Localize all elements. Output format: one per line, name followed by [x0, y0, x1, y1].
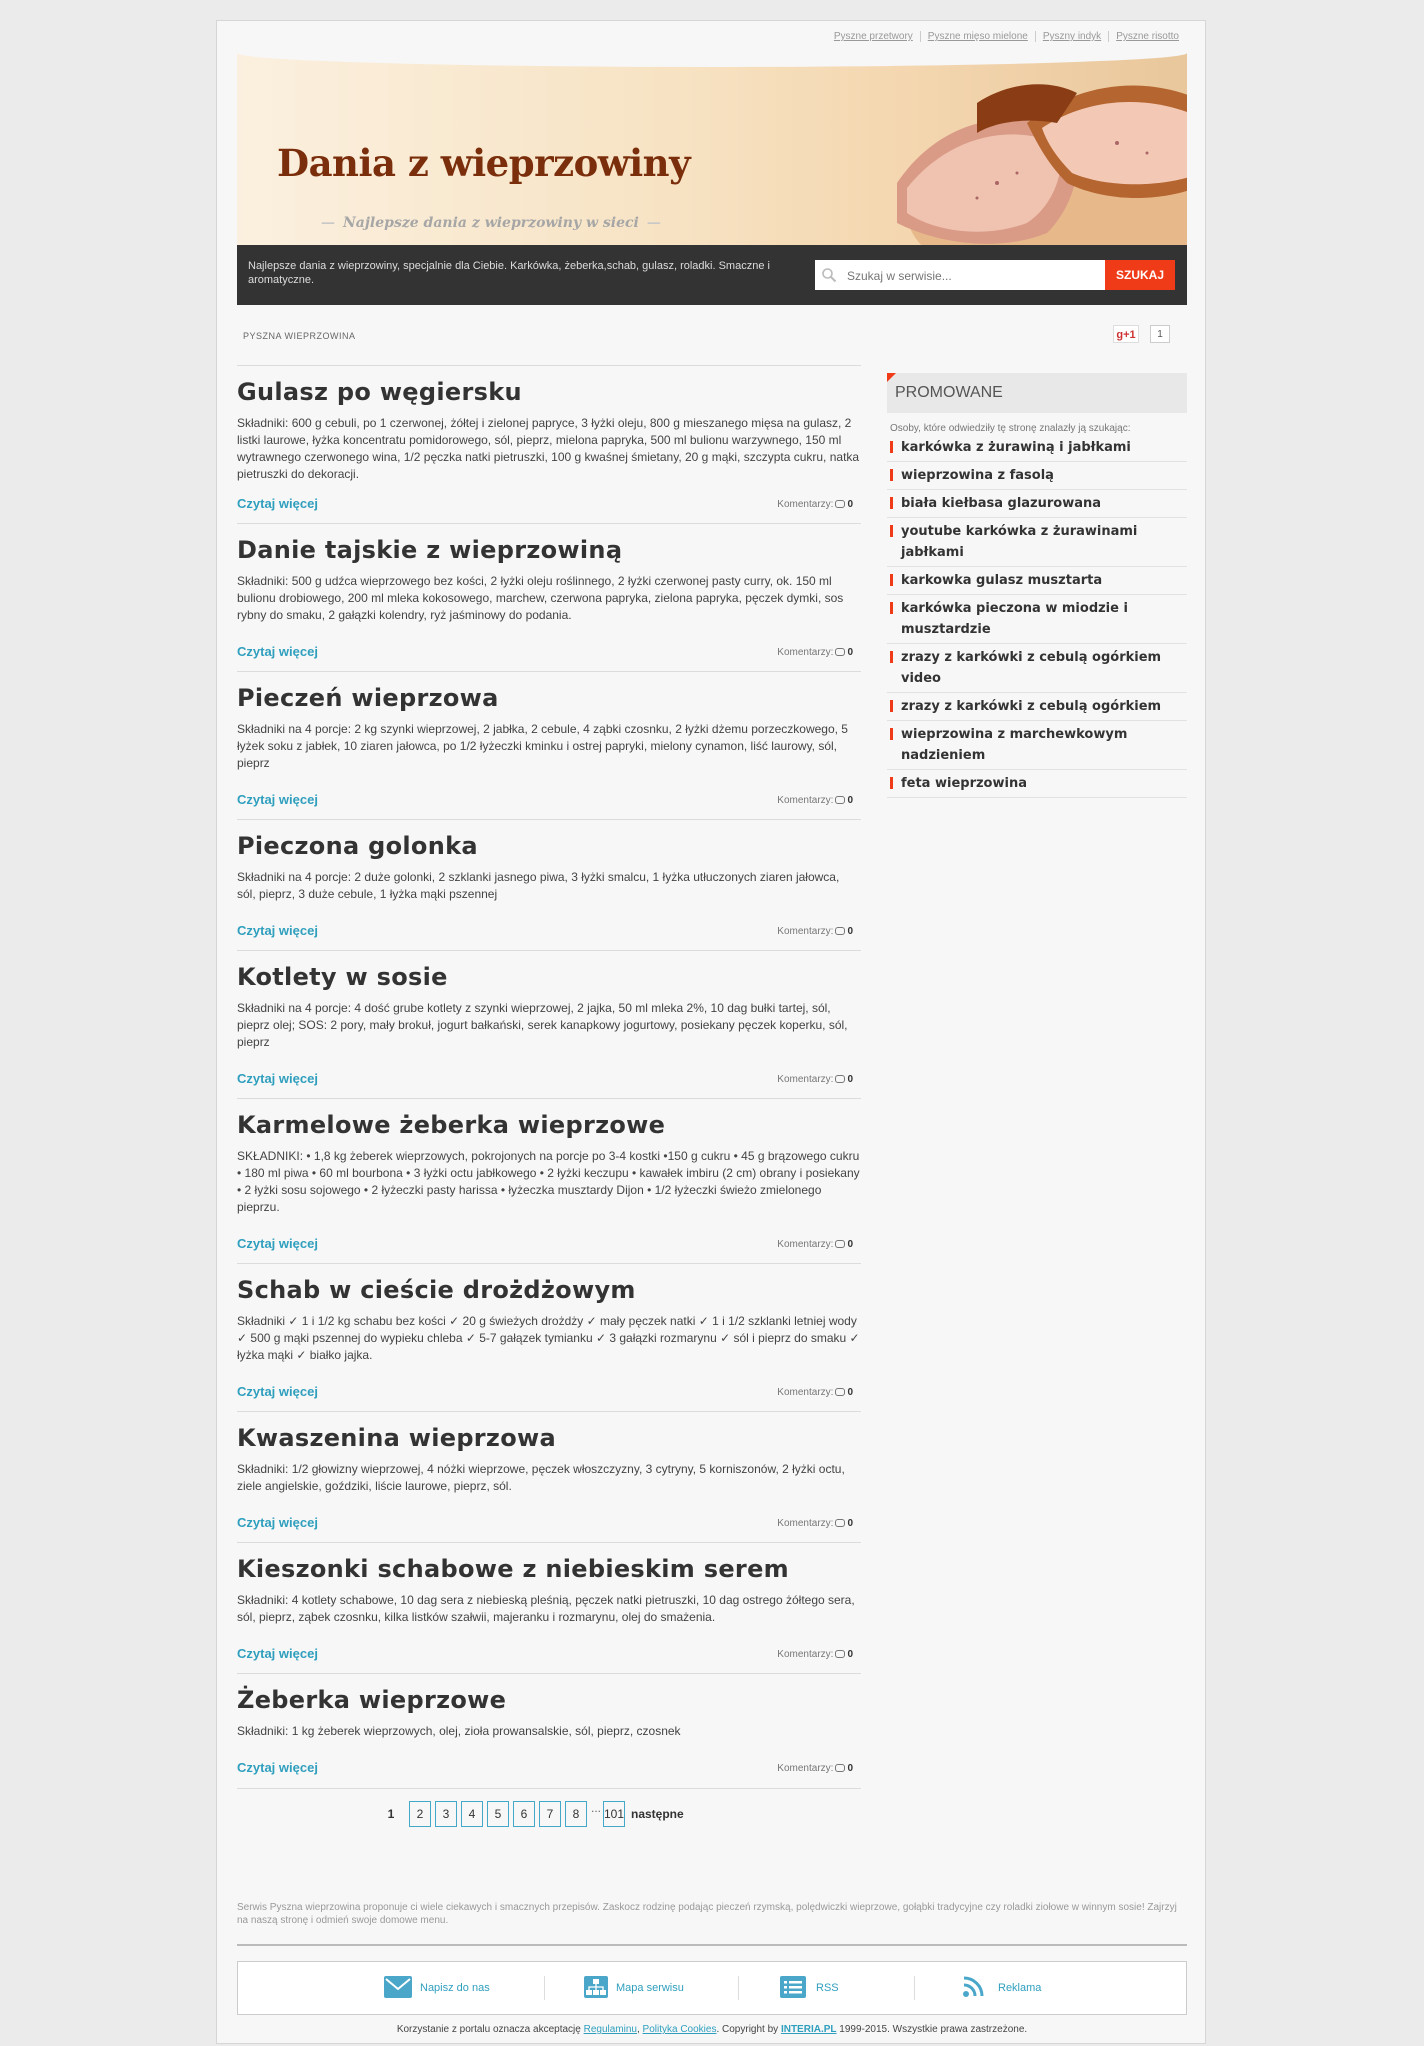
header-bar — [237, 245, 1187, 305]
promoted-link[interactable]: biała kiełbasa glazurowana — [901, 496, 1102, 511]
comment-icon — [835, 648, 845, 656]
post-title[interactable]: Pieczeń wieprzowa — [237, 684, 499, 712]
post — [237, 365, 861, 524]
promoted-list — [887, 434, 1187, 798]
comments-number: 0 — [847, 647, 853, 658]
promoted-item — [887, 434, 1187, 462]
read-more-link[interactable]: Czytaj więcej — [237, 1515, 318, 1530]
post — [237, 523, 861, 672]
comments-count[interactable] — [777, 795, 853, 806]
promoted-item — [887, 693, 1187, 721]
footer-links — [237, 1961, 1187, 2015]
comment-icon — [835, 1764, 845, 1772]
post — [237, 1098, 861, 1264]
promoted-item — [887, 490, 1187, 518]
google-plus-count: 1 — [1150, 325, 1170, 343]
read-more-link[interactable]: Czytaj więcej — [237, 644, 318, 659]
comment-icon — [835, 1519, 845, 1527]
post-title[interactable]: Karmelowe żeberka wieprzowe — [237, 1111, 666, 1139]
post — [237, 1263, 861, 1412]
page-link[interactable]: 5 — [487, 1801, 509, 1827]
comments-count[interactable] — [777, 1518, 853, 1529]
comments-count[interactable] — [777, 926, 853, 937]
comments-count[interactable] — [777, 1387, 853, 1398]
roast-pork-image — [877, 63, 1187, 263]
search-button[interactable]: SZUKAJ — [1105, 260, 1175, 290]
promoted-link[interactable]: karkowka gulasz musztarta — [901, 573, 1103, 588]
search-icon — [821, 267, 837, 283]
page-link[interactable]: 8 — [565, 1801, 587, 1827]
page — [216, 20, 1206, 2044]
comment-icon — [835, 1075, 845, 1083]
read-more-link[interactable]: Czytaj więcej — [237, 1384, 318, 1399]
comments-number: 0 — [847, 795, 853, 806]
comments-count[interactable] — [777, 1239, 853, 1250]
promoted-item — [887, 644, 1187, 693]
comments-number: 0 — [847, 499, 853, 510]
site-description: Najlepsze dania z wieprzowiny, specjalnie dla Ciebie. Karkówka, żeberka,schab, gulasz, roladki. Smaczne i aromatyczne. — [248, 260, 770, 286]
post-excerpt: Składniki ✓ 1 i 1/2 kg schabu bez kości ✓ 20 g świeżych drożdży ✓ mały pęczek natki ✓ 1 i 1/2 szklanki letniej wody ✓ 500 g mąki pszennej do wypieku chleba ✓ 5-7 gałązek tymianku ✓ 3 gałązki rozmarynu ✓ sól i pieprz do smaku ✓ łyżka mąki ✓ białko jajka. — [237, 1314, 860, 1362]
promoted-link[interactable]: wieprzowina z marchewkowym nadzieniem — [901, 727, 1128, 763]
search-box — [815, 260, 1105, 290]
comments-label: Komentarzy: — [777, 1518, 834, 1529]
post-excerpt: SKŁADNIKI: • 1,8 kg żeberek wieprzowych, pokrojonych na porcje po 3-4 kostki •150 g cukru • 45 g brązowego cukru • 180 ml piwa • 60 ml bourbona • 3 łyżki octu jabłkowego • 2 łyżki keczupu • kawałek imbiru (2 cm) obrany i posiekany • 2 łyżki sosu sojowego • 2 łyżeczki pasty harissa • łyżeczka musztardy Dijon • 1/2 łyżeczki świeżo zmielonego pieprzu. — [237, 1149, 860, 1214]
comments-number: 0 — [847, 1074, 853, 1085]
post — [237, 1542, 861, 1674]
comments-count[interactable] — [777, 1649, 853, 1660]
comment-icon — [835, 927, 845, 935]
legal-notice: Korzystanie z portalu oznacza akceptację Regulaminu, Polityka Cookies. Copyright by INTERIA.PL 1999-2015. Wszystkie prawa zastrzeżone. — [396, 2024, 1028, 2035]
rss-link-label: RSS — [816, 1982, 839, 1994]
envelope-icon — [384, 1976, 412, 1998]
legal-prefix: Korzystanie z portalu oznacza akceptację — [396, 2024, 581, 2035]
comments-number: 0 — [847, 926, 853, 937]
comments-number: 0 — [847, 1387, 853, 1398]
post-title[interactable]: Pieczona golonka — [237, 832, 478, 860]
comments-count[interactable] — [777, 647, 853, 658]
promoted-link[interactable]: karkówka pieczona w miodzie i musztardzie — [901, 601, 1128, 637]
contact-link[interactable] — [384, 1962, 490, 2014]
legal-suffix: 1999-2015. Wszystkie prawa zastrzeżone. — [839, 2024, 1028, 2035]
promoted-link[interactable]: youtube karkówka z żurawinami jabłkami — [901, 524, 1138, 560]
post-excerpt: Składniki na 4 porcje: 2 duże golonki, 2 szklanki jasnego piwa, 3 łyżki smalcu, 1 łyżka utłuczonych ziaren jałowca, sól, pieprz, 3 duże cebule, 1 łyżka mąki pszennej — [237, 870, 840, 901]
post-title[interactable]: Kotlety w sosie — [237, 963, 448, 991]
promoted-item — [887, 518, 1187, 567]
page-link[interactable]: 6 — [513, 1801, 535, 1827]
footer-divider — [237, 1944, 1187, 1946]
footer-separator — [914, 1976, 915, 2000]
post — [237, 950, 861, 1099]
post-excerpt: Składniki: 4 kotlety schabowe, 10 dag sera z niebieską pleśnią, pęczek natki pietruszki, 10 dag ostrego żółtego sera, sól, pieprz, ząbek czosnku, kilka listków szałwii, majeranku i rozmarynu, olej do smażenia. — [237, 1593, 855, 1624]
comments-count[interactable] — [777, 499, 853, 510]
search-input[interactable] — [845, 265, 1099, 287]
comments-label: Komentarzy: — [777, 926, 834, 937]
post-excerpt: Składniki na 4 porcje: 4 dość grube kotlety z szynki wieprzowej, 2 jajka, 50 ml mleka 2%, 10 dag bułki tartej, sól, pieprz olej; SOS: 2 pory, mały brokuł, jogurt bałkański, serek kanapkowy jogurtowy, posiekany pęczek koperku, sól, pieprz — [237, 1001, 848, 1049]
post — [237, 819, 861, 951]
post-excerpt: Składniki: 600 g cebuli, po 1 czerwonej, żółtej i zielonej papryce, 3 łyżki oleju, 800 g mieszanego mięsa na gulasz, 2 listki laurowe, łyżka koncentratu pomidorowego, sól, pieprz, mielona papryka, 500 ml bulionu warzywnego, 150 ml wytrawnego czerwonego wina, 1/2 pęczka natki pietruszki, 100 g kwaśnej śmietany, 20 g mąki, szczypta cukru, natka pietruszki do dekoracji. — [237, 416, 860, 481]
comments-label: Komentarzy: — [777, 647, 834, 658]
post — [237, 1673, 861, 1789]
comments-number: 0 — [847, 1763, 853, 1774]
comments-number: 0 — [847, 1649, 853, 1660]
comment-icon — [835, 500, 845, 508]
header-banner — [237, 53, 1187, 263]
page-ellipsis: ... — [591, 1801, 602, 1815]
promoted-link[interactable]: feta wieprzowina — [901, 776, 1027, 791]
regulations-link[interactable]: Regulaminu — [583, 2024, 637, 2035]
comments-number: 0 — [847, 1239, 853, 1250]
rss-icon — [962, 1976, 986, 1998]
page-link[interactable]: 3 — [435, 1801, 457, 1827]
comments-label: Komentarzy: — [777, 795, 834, 806]
footer-separator — [544, 1976, 545, 2000]
page-link[interactable]: 2 — [409, 1801, 431, 1827]
footer-separator — [738, 1976, 739, 2000]
post-excerpt: Składniki na 4 porcje: 2 kg szynki wieprzowej, 2 jabłka, 2 cebule, 4 ząbki czosnku, 2 łyżki dżemu porzeczkowego, 5 łyżek soku z jabłek, 10 ziaren jałowca, po 1/2 łyżeczki kminku i ostrej papryki, mielony cynamon, liść laurowy, sól, pieprz — [237, 722, 848, 770]
promoted-link[interactable]: zrazy z karkówki z cebulą ogórkiem video — [901, 650, 1162, 686]
post-title[interactable]: Kieszonki schabowe z niebieskim serem — [237, 1555, 789, 1583]
contact-link-label: Napisz do nas — [420, 1982, 490, 1994]
page-link-last[interactable]: 101 — [603, 1801, 625, 1827]
promoted-item — [887, 595, 1187, 644]
read-more-link[interactable]: Czytaj więcej — [237, 1760, 318, 1775]
promoted-item — [887, 567, 1187, 595]
ads-link-label: Reklama — [998, 1982, 1042, 1994]
sidebar-note: Osoby, które odwiedziły tę stronę znalazły ją szukając: — [890, 423, 1131, 434]
ads-link[interactable] — [962, 1962, 1041, 2014]
google-plus-button[interactable]: g+1 — [1113, 325, 1139, 343]
site-subtitle: — Najlepsze dania z wieprzowiny w sieci — — [313, 215, 669, 231]
post-excerpt: Składniki: 500 g udźca wieprzowego bez kości, 2 łyżki oleju roślinnego, 2 łyżki czerwonej pasty curry, ok. 150 ml bulionu drobiowego, 200 ml mleka kokosowego, marchew, czerwona papryka, zielona papryka, pęczek dymki, sos rybny do smaku, 2 gałązki kolendry, ryż jaśminowy do podania. — [237, 574, 844, 622]
breadcrumb[interactable]: PYSZNA WIEPRZOWINA — [243, 331, 356, 341]
page-link[interactable]: 4 — [461, 1801, 483, 1827]
read-more-link[interactable]: Czytaj więcej — [237, 1646, 318, 1661]
top-link-mieso-mielone[interactable]: Pyszne mięso mielone — [920, 31, 1035, 42]
page-current: 1 — [387, 1807, 395, 1821]
comments-label: Komentarzy: — [777, 1074, 834, 1085]
post-title[interactable]: Schab w cieście drożdżowym — [237, 1276, 636, 1304]
promoted-link[interactable]: zrazy z karkówki z cebulą ogórkiem — [901, 699, 1162, 714]
comment-icon — [835, 796, 845, 804]
post-title[interactable]: Żeberka wieprzowe — [237, 1686, 507, 1714]
read-more-link[interactable]: Czytaj więcej — [237, 923, 318, 938]
sitemap-icon — [584, 1976, 608, 1998]
top-link-risotto[interactable]: Pyszne risotto — [1108, 31, 1186, 42]
post — [237, 1411, 861, 1543]
post-excerpt: Składniki: 1 kg żeberek wieprzowych, olej, zioła prowansalskie, sól, pieprz, czosnek — [237, 1724, 681, 1738]
comments-count[interactable] — [777, 1074, 853, 1085]
post-title[interactable]: Gulasz po węgiersku — [237, 378, 522, 406]
top-links — [827, 31, 1186, 42]
comments-label: Komentarzy: — [777, 1763, 834, 1774]
page-link[interactable]: 7 — [539, 1801, 561, 1827]
promoted-item — [887, 770, 1187, 798]
comments-label: Komentarzy: — [777, 1239, 834, 1250]
read-more-link[interactable]: Czytaj więcej — [237, 792, 318, 807]
comment-icon — [835, 1650, 845, 1658]
read-more-link[interactable]: Czytaj więcej — [237, 1071, 318, 1086]
post-title[interactable]: Danie tajskie z wieprzowiną — [237, 536, 623, 564]
cookies-policy-link[interactable]: Polityka Cookies — [642, 2024, 717, 2035]
read-more-link[interactable]: Czytaj więcej — [237, 496, 318, 511]
post-excerpt: Składniki: 1/2 głowizny wieprzowej, 4 nóżki wieprzowe, pęczek włoszczyzny, 3 cytryny, 5 korniszonów, 2 łyżki octu, ziele angielskie, goździki, liście laurowe, pieprz, sól. — [237, 1462, 845, 1493]
sitemap-link-label: Mapa serwisu — [616, 1982, 684, 1994]
comments-label: Komentarzy: — [777, 1649, 834, 1660]
promoted-link[interactable]: karkówka z żurawiną i jabłkami — [901, 440, 1131, 455]
list-icon — [780, 1976, 806, 1998]
comment-icon — [835, 1240, 845, 1248]
comments-label: Komentarzy: — [777, 1387, 834, 1398]
sitemap-link[interactable] — [584, 1962, 684, 2014]
comments-number: 0 — [847, 1518, 853, 1529]
sidebar-heading: PROMOWANE — [887, 373, 1187, 413]
top-link-przetwory[interactable]: Pyszne przetwory — [833, 31, 913, 42]
post — [237, 671, 861, 820]
rss-link[interactable] — [780, 1962, 839, 2014]
promoted-item — [887, 721, 1187, 770]
post-title[interactable]: Kwaszenina wieprzowa — [237, 1424, 556, 1452]
comments-count[interactable] — [777, 1763, 853, 1774]
comment-icon — [835, 1388, 845, 1396]
promoted-link[interactable]: wieprzowina z fasolą — [901, 468, 1054, 483]
comments-label: Komentarzy: — [777, 499, 834, 510]
footer-description: Serwis Pyszna wieprzowina proponuje ci wiele ciekawych i smacznych przepisów. Zaskocz rodzinę podając pieczeń rzymską, polędwiczki wieprzowe, gołąbki tradycyjne czy roladki ziołowe w winnym sosie! Zajrzyj na naszą stronę i odmień swoje domowe menu. — [237, 1902, 1177, 1926]
legal-copyright: . Copyright by — [716, 2024, 779, 2035]
promoted-item — [887, 462, 1187, 490]
pagination — [381, 1801, 684, 1827]
read-more-link[interactable]: Czytaj więcej — [237, 1236, 318, 1251]
interia-link[interactable]: INTERIA.PL — [780, 2024, 837, 2035]
top-link-indyk[interactable]: Pyszny indyk — [1035, 31, 1108, 42]
next-page-link[interactable]: następne — [631, 1807, 684, 1821]
site-title[interactable]: Dania z wieprzowiny — [277, 141, 691, 185]
